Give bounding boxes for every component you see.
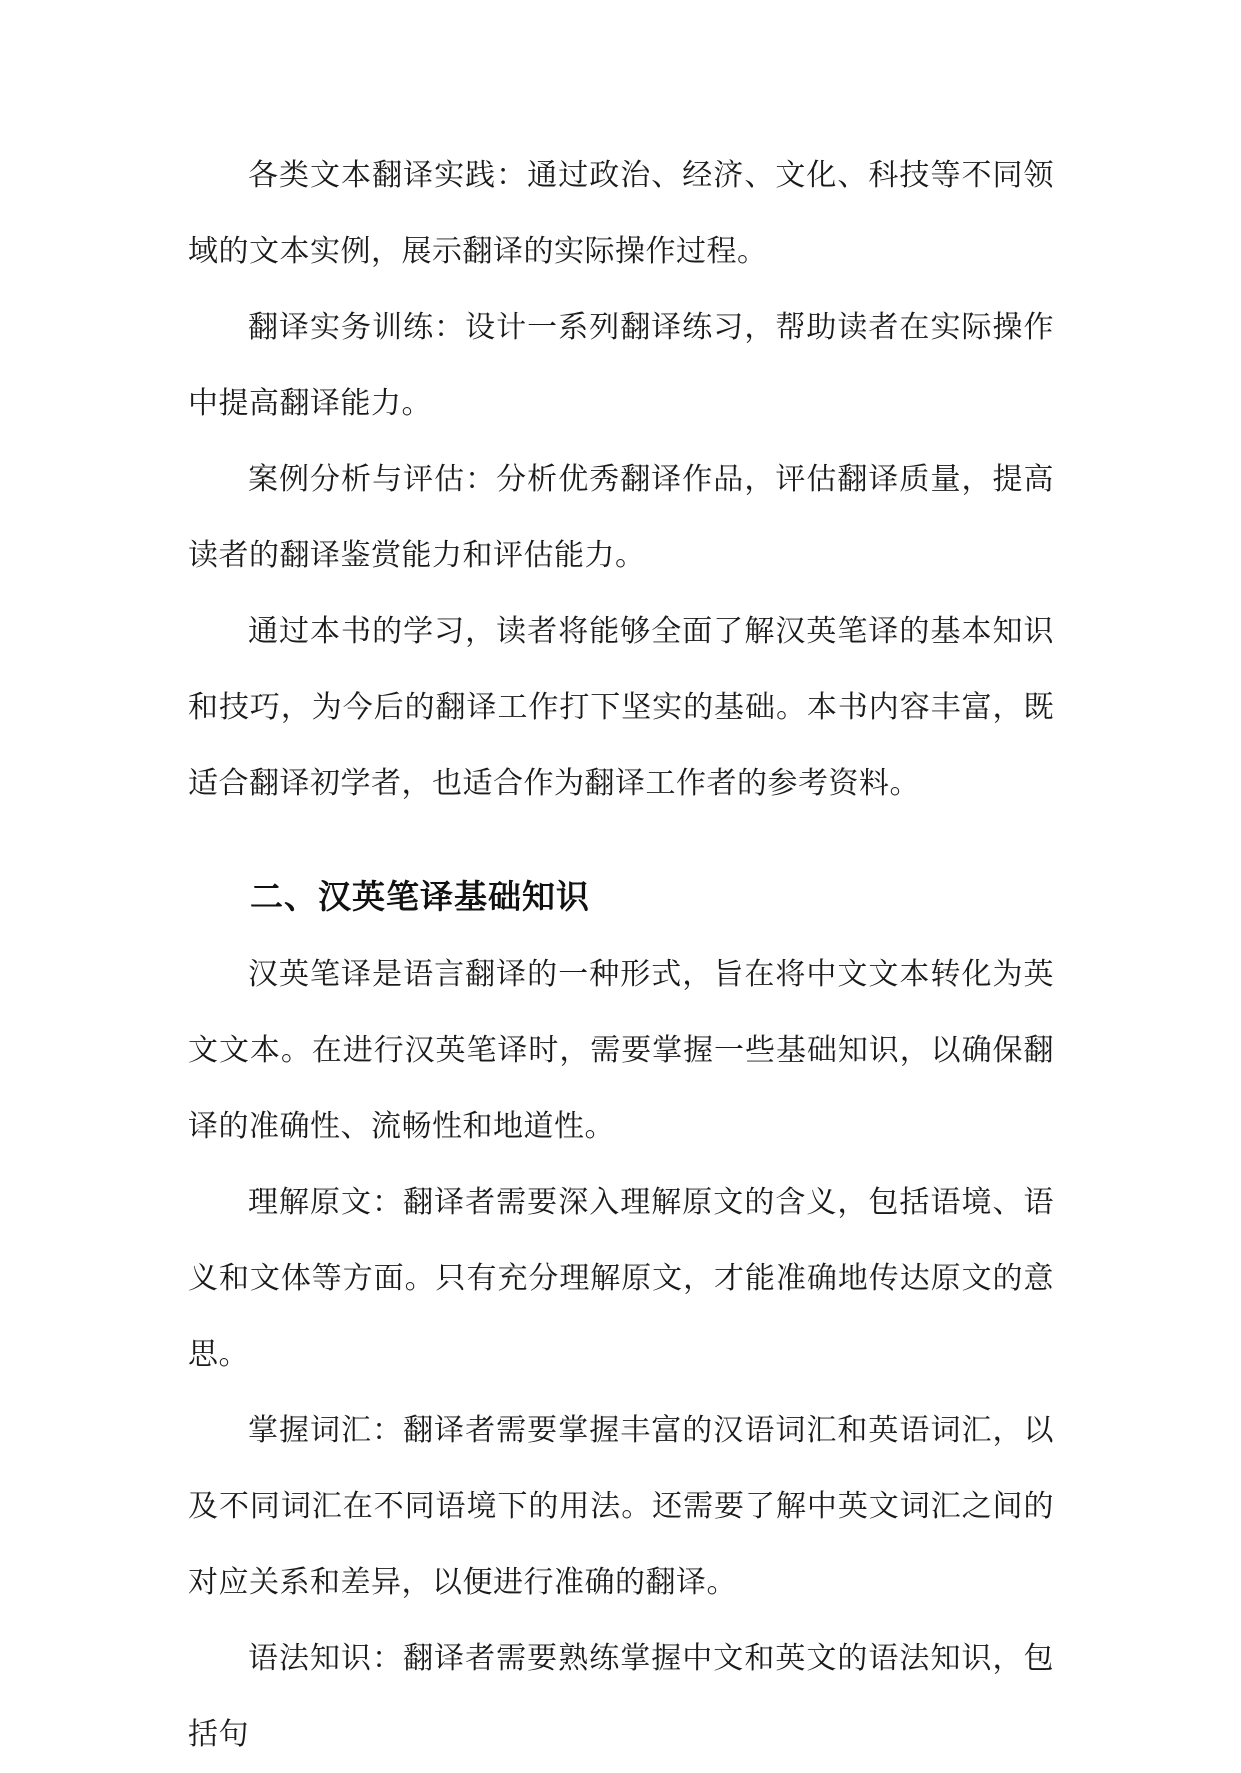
paragraph-translation-intro: 汉英笔译是语言翻译的一种形式，旨在将中文文本转化为英文文本。在进行汉英笔译时，需要掌握一些基础知识，以确保翻译的准确性、流畅性和地道性。 [188,957,1054,1144]
paragraph-vocabulary: 掌握词汇：翻译者需要掌握丰富的汉语词汇和英语词汇，以及不同词汇在不同语境下的用法。还需要了解中英文词汇之间的对应关系和差异，以便进行准确的翻译。 [188,1413,1054,1600]
page-content [188,138,1054,1773]
paragraph-case-analysis: 案例分析与评估：分析优秀翻译作品，评估翻译质量，提高读者的翻译鉴赏能力和评估能力。 [188,462,1054,573]
paragraph-grammar: 语法知识：翻译者需要熟练掌握中文和英文的语法知识，包括句 [188,1641,1054,1752]
paragraph-book-summary: 通过本书的学习，读者将能够全面了解汉英笔译的基本知识和技巧，为今后的翻译工作打下坚实的基础。本书内容丰富，既适合翻译初学者，也适合作为翻译工作者的参考资料。 [188,614,1054,801]
paragraph-understand-source: 理解原文：翻译者需要深入理解原文的含义，包括语境、语义和文体等方面。只有充分理解原文，才能准确地传达原文的意思。 [188,1185,1054,1372]
paragraph-text-translation-practice: 各类文本翻译实践：通过政治、经济、文化、科技等不同领域的文本实例，展示翻译的实际操作过程。 [188,158,1054,269]
paragraph-translation-training: 翻译实务训练：设计一系列翻译练习，帮助读者在实际操作中提高翻译能力。 [188,310,1054,421]
section-heading: 二、汉英笔译基础知识 [250,877,590,916]
